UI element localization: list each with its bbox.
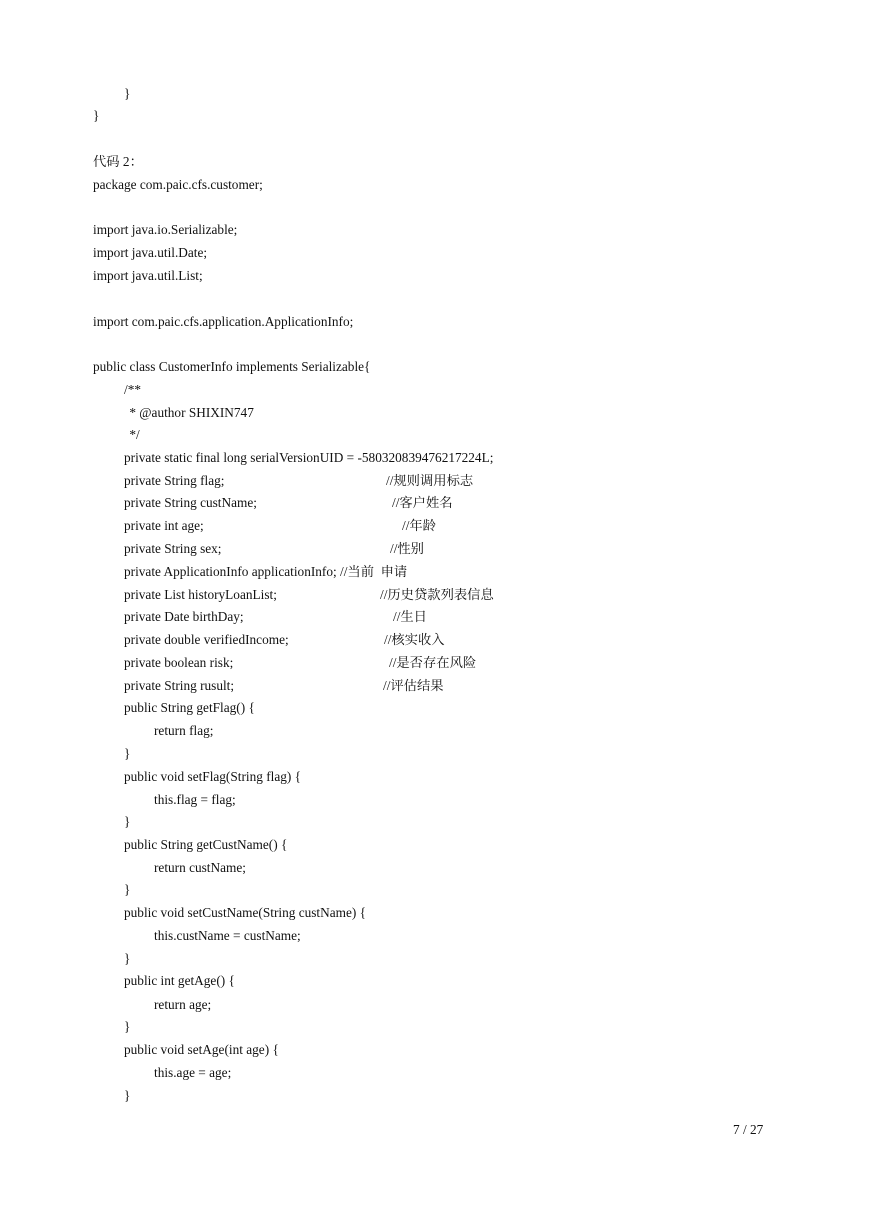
- code-line-method: public String getCustName() {: [124, 837, 288, 852]
- code-line-javadoc: * @author SHIXIN747: [126, 405, 254, 420]
- code-comment: //生日: [393, 609, 427, 624]
- code-line-javadoc: /**: [124, 382, 141, 397]
- code-line-method-body: return custName;: [154, 860, 246, 875]
- code-line-import: import java.util.Date;: [93, 245, 208, 260]
- code-line-field: private Date birthDay;: [124, 609, 244, 624]
- code-line-import: import java.util.List;: [93, 268, 203, 283]
- code-line-field: private boolean risk;: [124, 655, 234, 670]
- code-line-method: public void setCustName(String custName) {: [124, 905, 366, 920]
- code-line-method-body: return age;: [154, 997, 212, 1012]
- code-line-closing-brace: }: [124, 1088, 131, 1103]
- section-label: 代码 2：: [93, 154, 143, 169]
- code-line-closing-brace-outer: }: [93, 108, 100, 123]
- code-line-method: public void setFlag(String flag) {: [124, 769, 302, 784]
- code-comment: //客户姓名: [392, 495, 453, 510]
- code-line-import: import com.paic.cfs.application.ApplicationInfo;: [93, 314, 354, 329]
- code-comment: //年龄: [402, 518, 436, 533]
- code-line-method: public String getFlag() {: [124, 700, 255, 715]
- code-line-method-body: this.flag = flag;: [154, 792, 236, 807]
- code-line-field: private List historyLoanList;: [124, 587, 277, 602]
- code-line-field: private String rusult;: [124, 678, 235, 693]
- code-line-method-body: return flag;: [154, 723, 214, 738]
- code-line-field: private String custName;: [124, 495, 257, 510]
- code-line-method: public int getAge() {: [124, 973, 235, 988]
- code-line-method-body: this.custName = custName;: [154, 928, 301, 943]
- page-number: 7 / 27: [733, 1122, 764, 1137]
- code-line-package: package com.paic.cfs.customer;: [93, 177, 263, 192]
- code-line-field: private String flag;: [124, 473, 225, 488]
- code-line-class-declaration: public class CustomerInfo implements Serializable{: [93, 359, 371, 374]
- code-line-closing-brace: }: [124, 1019, 131, 1034]
- code-comment: //核实收入: [384, 632, 445, 647]
- code-line-closing-brace-inner: }: [124, 86, 131, 101]
- code-line-serial-version: private static final long serialVersionUID = -580320839476217224L;: [124, 450, 494, 465]
- code-line-method-body: this.age = age;: [154, 1065, 232, 1080]
- code-line-closing-brace: }: [124, 882, 131, 897]
- code-line-javadoc: */: [126, 427, 140, 442]
- code-line-closing-brace: }: [124, 951, 131, 966]
- code-line-import: import java.io.Serializable;: [93, 222, 238, 237]
- code-line-field: private String sex;: [124, 541, 222, 556]
- code-line-closing-brace: }: [124, 814, 131, 829]
- code-line-method: public void setAge(int age) {: [124, 1042, 279, 1057]
- code-line-field: private int age;: [124, 518, 204, 533]
- code-comment: //是否存在风险: [389, 655, 477, 670]
- code-comment: //性别: [390, 541, 424, 556]
- code-comment: //评估结果: [383, 678, 444, 693]
- code-line-field: private double verifiedIncome;: [124, 632, 289, 647]
- code-line-closing-brace: }: [124, 746, 131, 761]
- code-comment: //历史贷款列表信息: [380, 587, 494, 602]
- code-comment: //规则调用标志: [386, 473, 474, 488]
- code-line-field: private ApplicationInfo applicationInfo; //当前 申请: [124, 564, 408, 579]
